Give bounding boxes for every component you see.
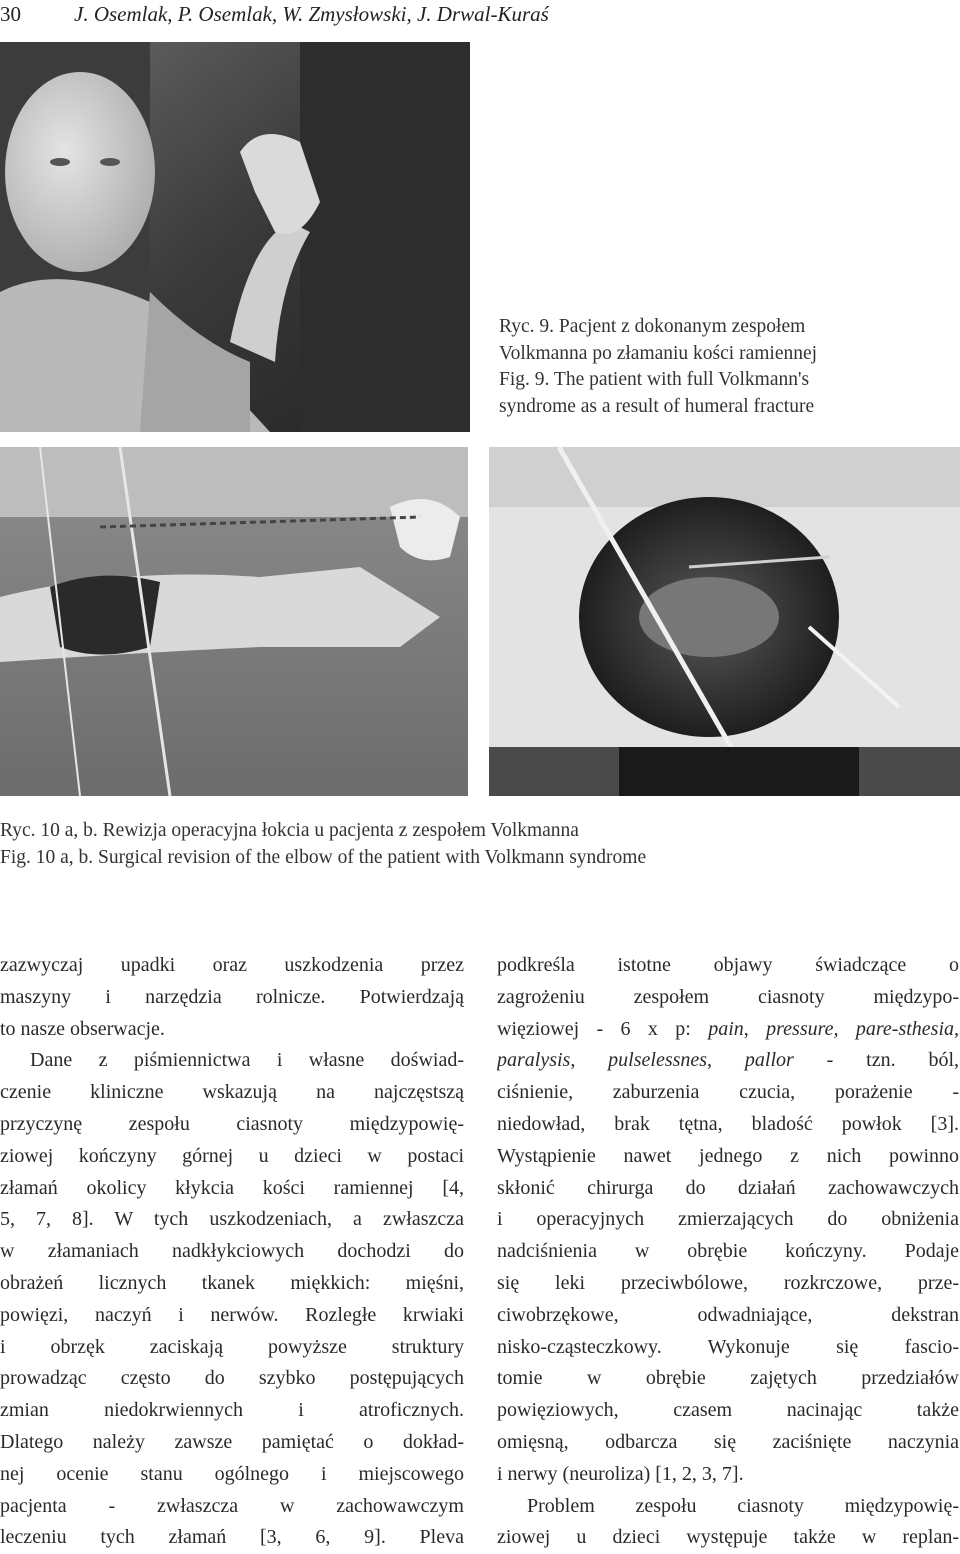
caption-line: Volkmanna po złamaniu kości ramiennej — [499, 342, 818, 364]
text-line: nej ocenie stanu ogólnego i miejscowego — [0, 1462, 464, 1485]
body-right-column — [497, 950, 959, 1554]
text-line: i obrzęk zaciskają powyższe struktury — [0, 1335, 464, 1358]
text-line: 5, 7, 8]. W tych uszkodzeniach, a zwłaszcza — [0, 1208, 464, 1231]
text-line: prowadząc często do szybko postępujących — [0, 1367, 464, 1390]
figure-9-photo — [0, 42, 470, 432]
text-line: tomie w obrębie zajętych przedziałów — [497, 1367, 959, 1390]
text-line: Dane z piśmiennictwa i własne doświad- — [30, 1049, 464, 1072]
italic-term-list: pain, pressure, pare-sthesia, — [708, 1017, 959, 1040]
text-line: się leki przeciwbólowe, rozkrczowe, prze- — [497, 1271, 959, 1294]
caption-line: Fig. 9. The patient with full Volkmann's — [499, 369, 810, 390]
figure-10-caption — [0, 818, 900, 871]
text-line: Wystąpienie nawet jednego z nich powinno — [497, 1144, 959, 1167]
text-line: ciśnienie, zaburzenia czucia, porażenie - — [497, 1081, 959, 1104]
text-line: w złamaniach nadkłykciowych dochodzi do — [0, 1240, 464, 1263]
text-line: złamań okolicy kłykcia kości ramiennej [4, — [0, 1176, 464, 1199]
text-line: zazwyczaj upadki oraz uszkodzenia przez — [0, 954, 464, 976]
text-line: czenie kliniczne wskazują na najczęstszą — [0, 1081, 464, 1104]
text-line: i operacyjnych zmierzających do obniżenia — [497, 1208, 959, 1231]
running-header-authors: J. Osemlak, P. Osemlak, W. Zmysłowski, J. Drwal-Kuraś — [74, 2, 549, 26]
text-line: obrażeń licznych tkanek miękkich: mięśni, — [0, 1271, 464, 1294]
page-number: 30 — [0, 2, 21, 26]
text-line: ziowej u dzieci występuje także w replan- — [497, 1526, 959, 1549]
text-line: zagrożeniu zespołem ciasnoty międzypo- — [497, 985, 959, 1008]
caption-line: Ryc. 10 a, b. Rewizja operacyjna łokcia u pacjenta z zespołem Volkmanna — [0, 820, 579, 841]
text-line: skłonić chirurga do działań zachowawczych — [497, 1176, 959, 1199]
text-line: to nasze obserwacje. — [0, 1017, 165, 1040]
figure-10a-photo — [0, 447, 468, 796]
text-line: omięsną, odbarcza się zaciśnięte naczynia — [497, 1430, 959, 1453]
text-line: leczeniu tych złamań [3, 6, 9]. Pleva — [0, 1526, 464, 1549]
text-segment: - tzn. ból, — [793, 1049, 959, 1072]
text-line: zmian niedokrwiennych i atroficznych. — [0, 1399, 464, 1422]
figure-9-caption — [499, 314, 949, 420]
text-line: nadciśnienia w obrębie kończyny. Podaje — [497, 1240, 959, 1263]
text-line: i nerwy (neuroliza) [1, 2, 3, 7]. — [497, 1462, 744, 1485]
text-line: nisko-cząsteczkowy. Wykonuje się fascio- — [497, 1335, 959, 1358]
text-line-mixed — [497, 1045, 959, 1077]
text-segment: więziowej - 6 x p: — [497, 1017, 709, 1040]
body-left-column — [0, 950, 464, 1554]
text-line: ziowej kończyny górnej u dzieci w postaci — [0, 1144, 464, 1167]
text-line: Dlatego należy zawsze pamiętać o dokład- — [0, 1430, 464, 1453]
text-line: powięzi, naczyń i nerwów. Rozległe krwiaki — [0, 1303, 464, 1326]
text-line: podkreśla istotne objawy świadczące o — [497, 954, 959, 976]
text-line: Problem zespołu ciasnoty międzypowię- — [527, 1494, 959, 1517]
text-line: przyczynę zespołu ciasnoty międzypowię- — [0, 1112, 464, 1135]
text-line: ciwobrzękowe, odwadniające, dekstran — [497, 1303, 959, 1326]
text-line-mixed — [497, 1014, 959, 1046]
italic-term-list: paralysis, pulselessnes, pallor — [497, 1049, 794, 1072]
text-line: niedowład, brak tętna, bladość powłok [3]. — [497, 1112, 959, 1135]
text-line: maszyny i narzędzia rolnicze. Potwierdzają — [0, 985, 464, 1008]
caption-line: Ryc. 9. Pacjent z dokonanym zespołem — [499, 316, 806, 337]
text-line: powięziowych, czasem nacinając także — [497, 1399, 959, 1422]
caption-line: Fig. 10 a, b. Surgical revision of the elbow of the patient with Volkmann syndrome — [0, 846, 647, 868]
caption-line: syndrome as a result of humeral fracture — [499, 395, 815, 417]
figure-10b-photo — [489, 447, 960, 796]
text-line: pacjenta - zwłaszcza w zachowawczym — [0, 1494, 464, 1517]
